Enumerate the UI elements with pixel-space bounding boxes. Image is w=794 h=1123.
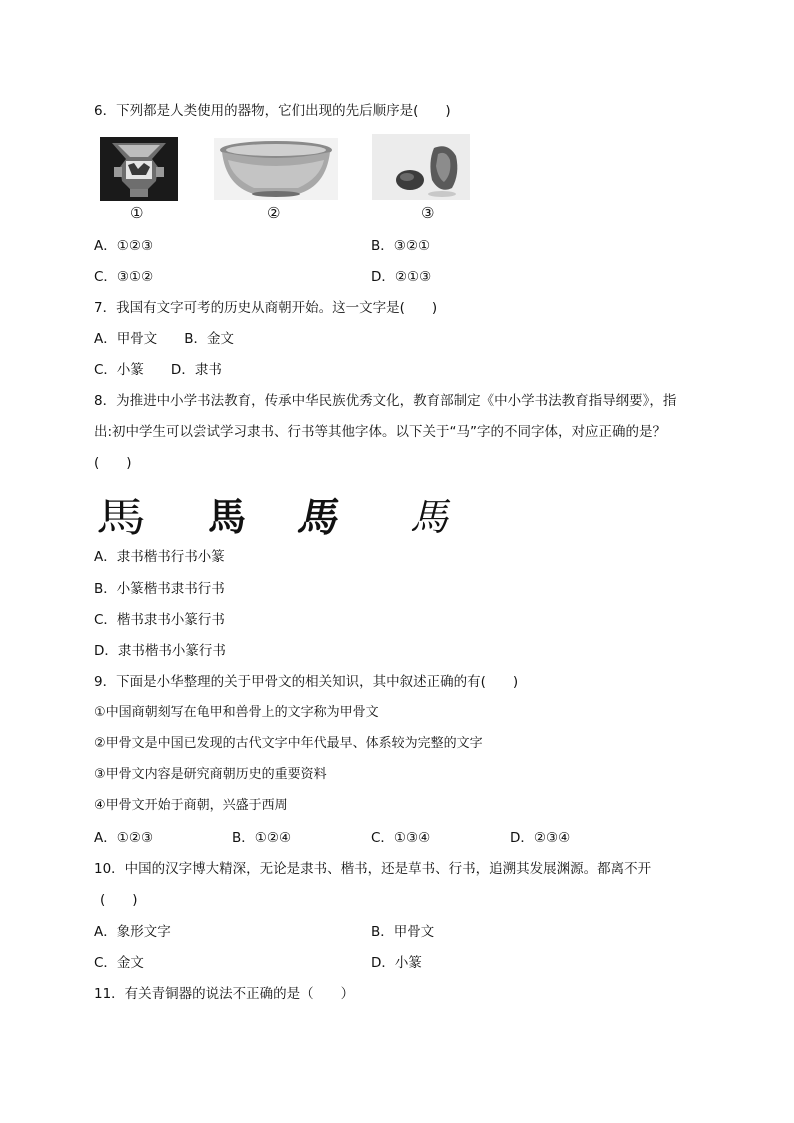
q8-stem-line-3: ( ): [94, 455, 132, 471]
q9-statement-4: ④甲骨文开始于商朝，兴盛于西周: [94, 798, 288, 813]
q9-statement-1: ①中国商朝刻写在龟甲和兽骨上的文字称为甲骨文: [94, 705, 379, 720]
q8-option-b[interactable]: B．小篆楷书隶书行书: [94, 581, 225, 597]
q8-option-d[interactable]: D．隶书楷书小篆行书: [94, 643, 226, 659]
q6-option-a[interactable]: A．①②③: [94, 238, 154, 254]
q9-statement-2: ②甲骨文是中国已发现的古代文字中年代最早、体系较为完整的文字: [94, 736, 483, 751]
q9-option-a[interactable]: A．①②③: [94, 830, 154, 846]
q8-option-a[interactable]: A．隶书楷书行书小篆: [94, 549, 225, 565]
bronze-vessel-image: [100, 137, 178, 205]
calligraphy-ma-seal: 馬: [294, 494, 345, 541]
q10-option-b[interactable]: B．甲骨文: [371, 924, 435, 940]
q6-option-c[interactable]: C．③①②: [94, 269, 154, 285]
q10-option-a[interactable]: A．象形文字: [94, 924, 171, 940]
q9-option-b[interactable]: B．①②④: [232, 830, 292, 846]
calligraphy-ma-regular: 馬: [208, 495, 247, 539]
q7-options-row-1[interactable]: A．甲骨文 B．金文: [94, 331, 234, 347]
calligraphy-ma-running: 馬: [410, 495, 449, 539]
q6-option-b[interactable]: B．③②①: [371, 238, 431, 254]
q9-option-d[interactable]: D．②③④: [510, 830, 571, 846]
q8-stem-line-2: 出:初中学生可以尝试学习隶书、行书等其他字体。以下关于“马”字的不同字体，对应正确的是？: [94, 424, 667, 440]
calligraphy-ma-clerical: 馬: [96, 495, 149, 541]
image-label-3: ③: [421, 204, 435, 222]
q8-stem-line-1: 8．为推进中小学书法教育，传承中华民族优秀文化，教育部制定《中小学书法教育指导纲要》，指: [94, 393, 677, 409]
q9-statement-3: ③甲骨文内容是研究商朝历史的重要资料: [94, 767, 327, 782]
q8-option-c[interactable]: C．楷书隶书小篆行书: [94, 612, 225, 628]
q9-stem: 9．下面是小华整理的关于甲骨文的相关知识，其中叙述正确的有( ): [94, 674, 519, 690]
q9-option-c[interactable]: C．①③④: [371, 830, 431, 846]
q6-stem: 6．下列都是人类使用的器物，它们出现的先后顺序是( ): [94, 103, 451, 119]
pottery-basin-image: [214, 138, 338, 204]
q7-stem: 7．我国有文字可考的历史从商朝开始。这一文字是( ): [94, 300, 438, 316]
image-label-2: ②: [267, 204, 281, 222]
q6-option-d[interactable]: D．②①③: [371, 269, 432, 285]
q10-stem: 10．中国的汉字博大精深，无论是隶书、楷书，还是草书、行书，追溯其发展渊源。都离不开: [94, 861, 652, 877]
q10-option-c[interactable]: C．金文: [94, 955, 144, 971]
q10-option-d[interactable]: D．小篆: [371, 955, 422, 971]
q10-answer-paren: ( ): [100, 892, 138, 908]
stone-tools-image: [372, 134, 470, 204]
q11-stem: 11．有关青铜器的说法不正确的是（ ）: [94, 986, 355, 1002]
image-label-1: ①: [130, 204, 144, 222]
q7-options-row-2[interactable]: C．小篆 D．隶书: [94, 362, 222, 378]
